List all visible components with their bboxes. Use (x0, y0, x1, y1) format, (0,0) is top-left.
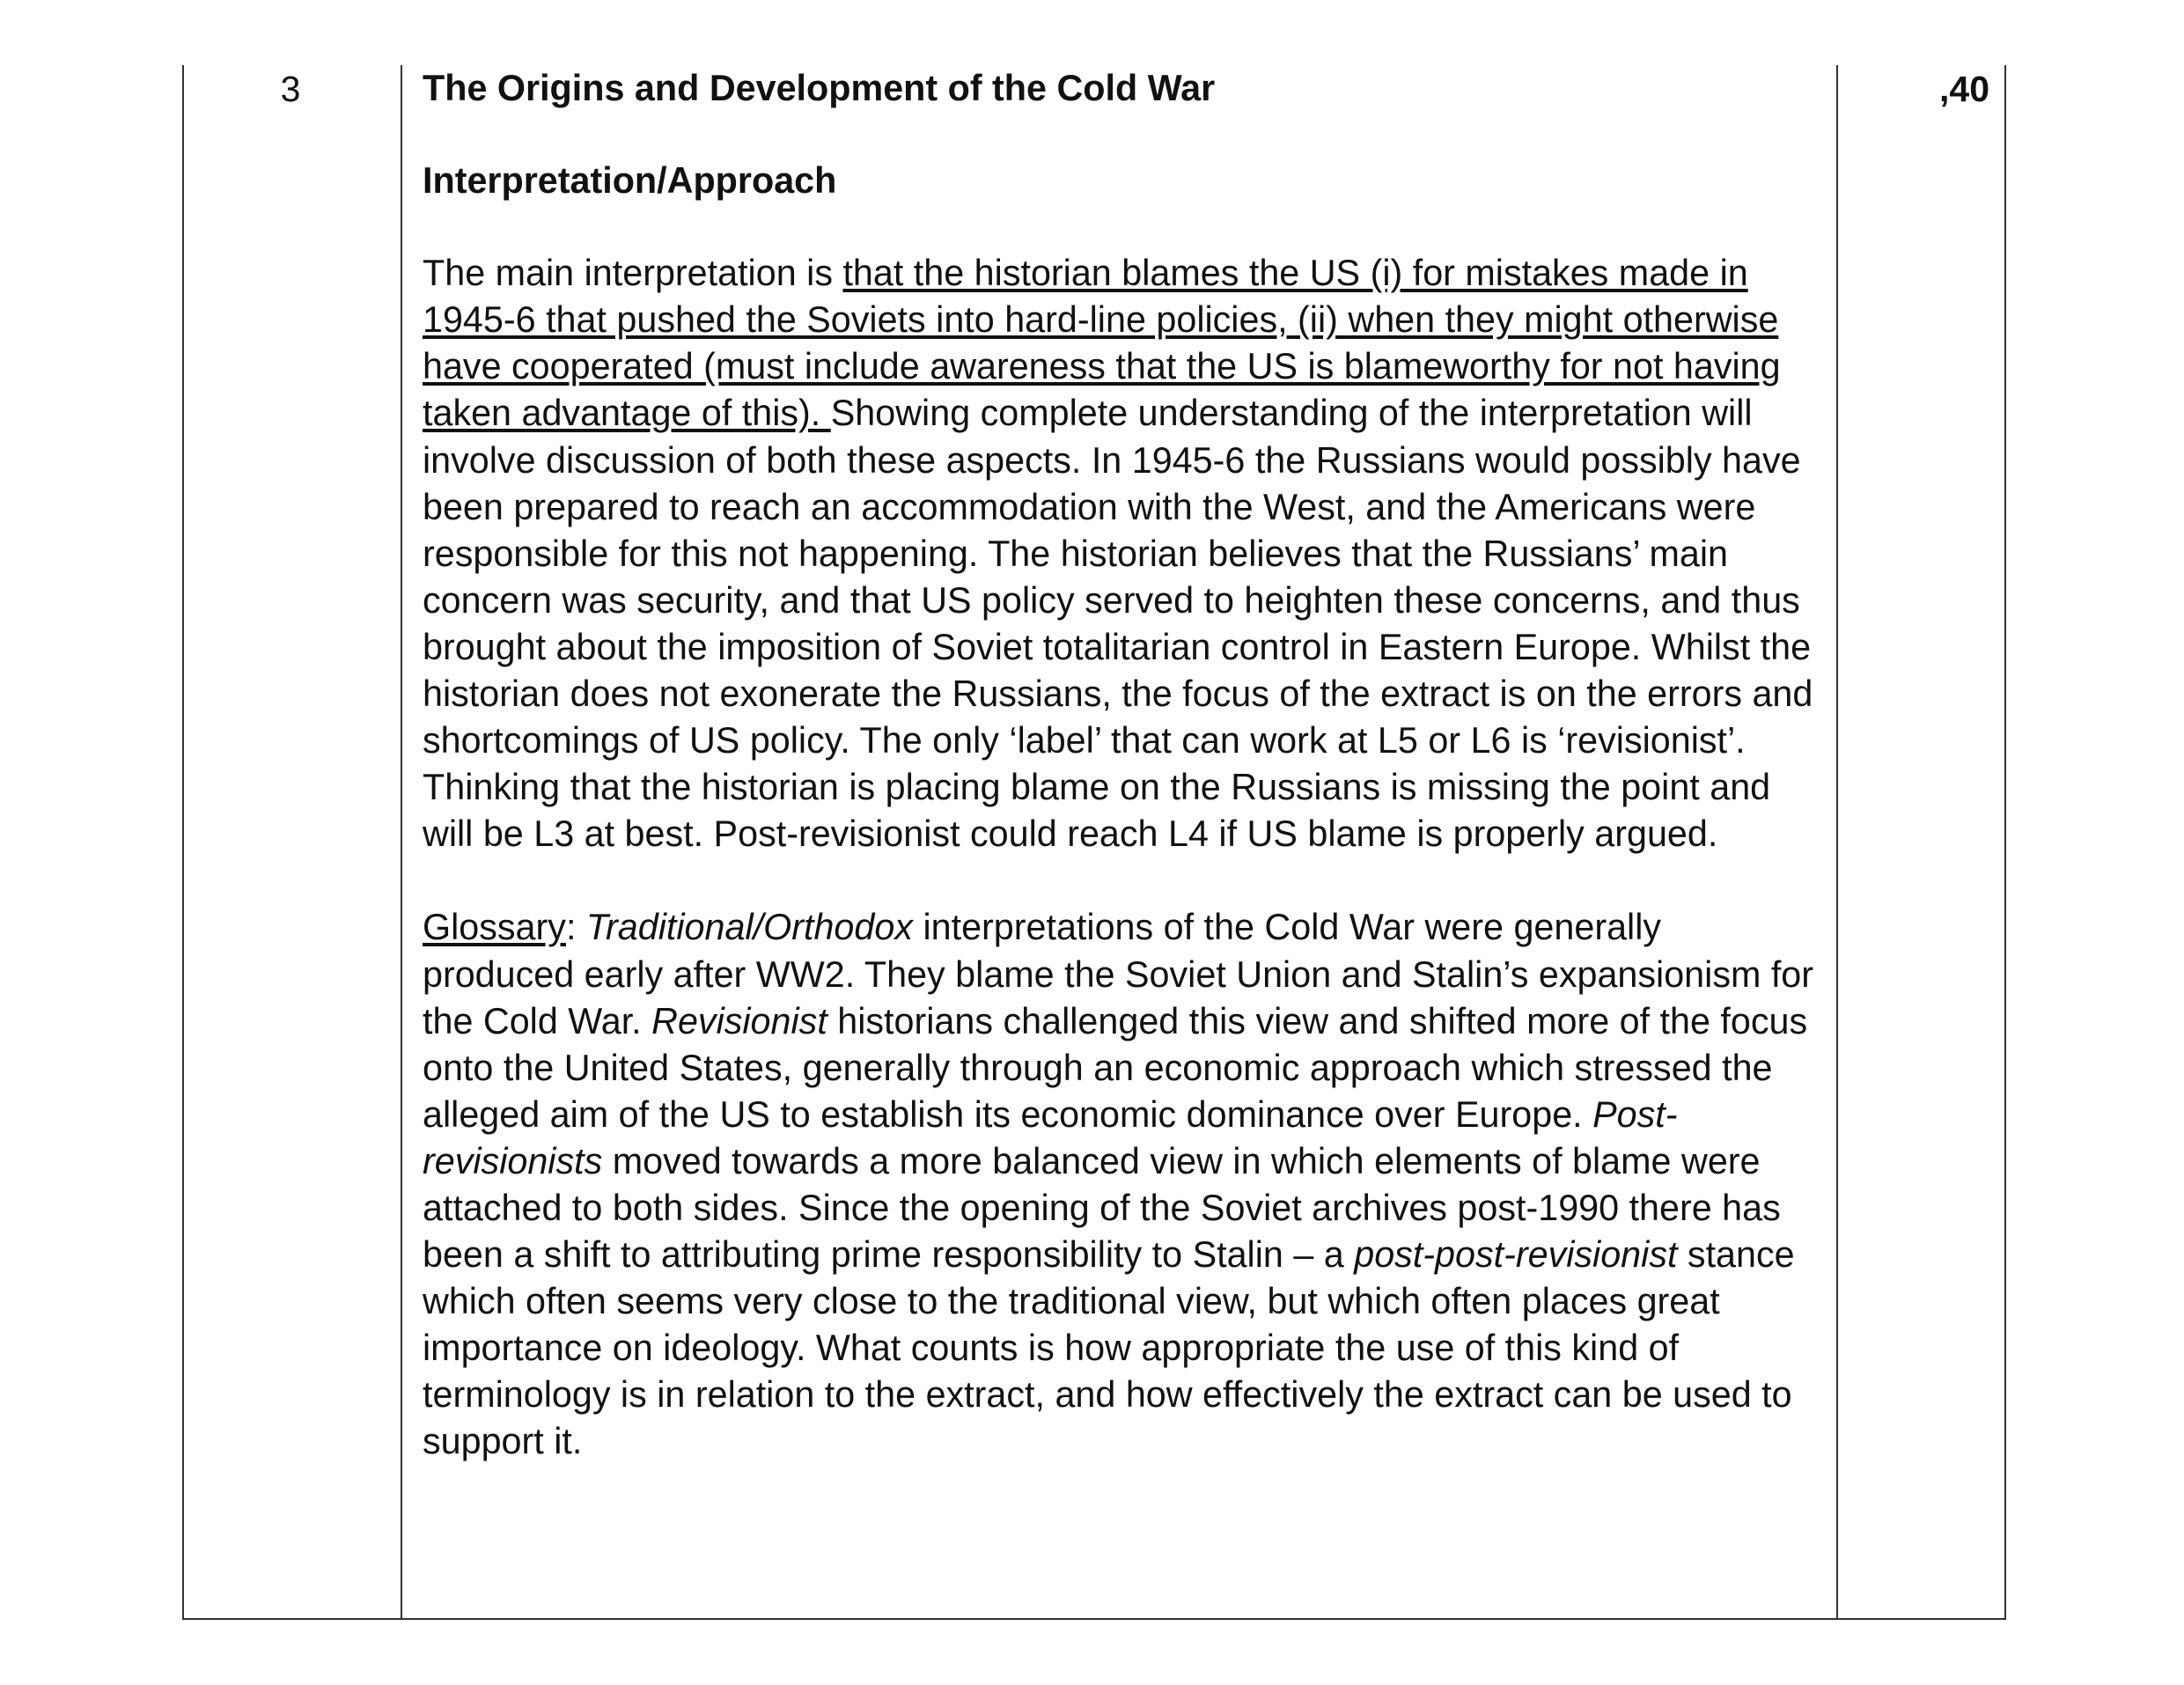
question-number: 3 (280, 69, 301, 109)
table-divider-number (401, 65, 402, 1620)
glossary-label: Glossary (423, 907, 566, 948)
glossary-colon: : (565, 907, 586, 948)
glossary-term-traditional: Traditional/Orthodox (585, 907, 913, 948)
guidance-cell (423, 65, 1822, 1466)
glossary-text-revisionist: historians challenged this view and shifted more of the focus onto the United States, generally through an economic approach which stressed the alleged aim of the US to establish its economic dominance over Europe. (423, 1000, 1808, 1135)
table-border-bottom (182, 1618, 2006, 1620)
table-divider-marks (1836, 65, 1838, 1620)
interpretation-key-point: that the historian blames the US (i) for mistakes made in 1945-6 that pushed the Soviets into hard-line policies, (ii) when they might otherwise have cooperated (must include awareness that the US is blameworthy for not having taken advantage of this). (423, 253, 1781, 434)
table-border-left (182, 65, 184, 1620)
table-border-right (2004, 65, 2006, 1620)
marks-value: ,40 (1939, 69, 1989, 109)
glossary-paragraph (423, 904, 1822, 1465)
glossary-term-post-post-revisionist: post-post-revisionist (1354, 1234, 1678, 1276)
glossary-text-post-revisionist: moved towards a more balanced view in which elements of blame were attached to both sides. Since the opening of the Soviet archives post-1990 there has been a shift to attributing prime responsibility to Stalin – a (423, 1140, 1781, 1276)
glossary-term-post-revisionist: Post-revisionists (423, 1093, 1678, 1181)
glossary-text-traditional: interpretations of the Cold War were generally produced early after WW2. They blame the Soviet Union and Stalin’s expansionism for the Cold War. (423, 907, 1814, 1041)
interpretation-paragraph (423, 250, 1822, 857)
question-title: The Origins and Development of the Cold War (423, 68, 1216, 108)
glossary-term-revisionist: Revisionist (651, 1000, 827, 1041)
interpretation-lead: The main interpretation is (423, 253, 843, 294)
interpretation-detail: Showing complete understanding of the interpretation will involve discussion of both these aspects. In 1945-6 the Russians would possibly have been prepared to reach an accommodation with the West, and the Americans were responsible for this not happening. The historian believes that the Russians’ main concern was security, and that US policy served to heighten these concerns, and thus brought about the imposition of Soviet totalitarian control in Eastern Europe. Whilst the historian does not exonerate the Russians, the focus of the extract is on the errors and shortcomings of US policy. The only ‘label’ that can work at L5 or L6 is ‘revisionist’. Thinking that the historian is placing blame on the Russians is missing the point and will be L3 at best. Post-revisionist could reach L4 if US blame is properly argued. (423, 393, 1813, 855)
section-heading: Interpretation/Approach (423, 160, 837, 202)
glossary-text-conclusion: stance which often seems very close to the traditional view, but which often places great importance on ideology. What counts is how appropriate the use of this kind of terminology is in relation to the extract, and how effectively the extract can be used to support it. (423, 1234, 1795, 1462)
